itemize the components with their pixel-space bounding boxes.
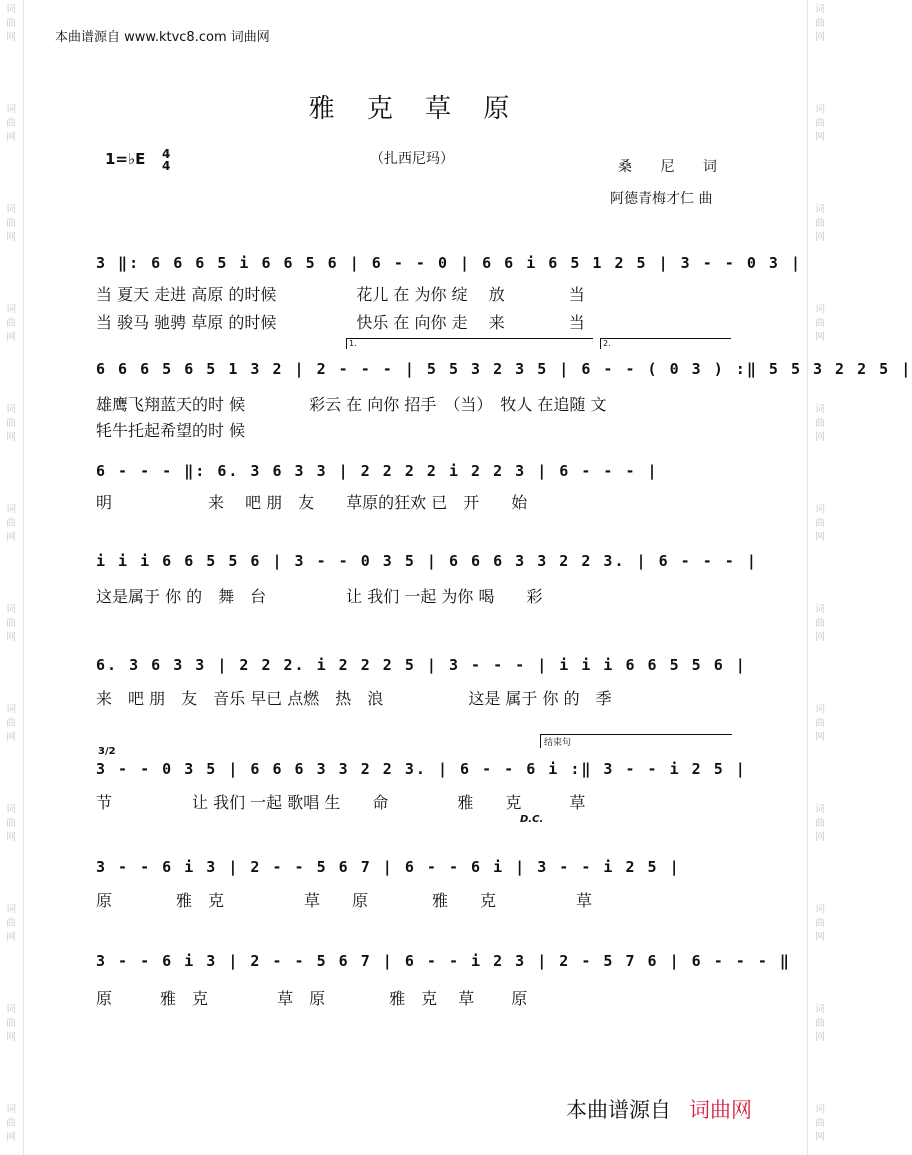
watermark-glyph: 曲 [6, 518, 16, 529]
watermark-glyph: 网 [6, 832, 16, 843]
watermark-glyph: 网 [6, 632, 16, 643]
watermark-glyph: 词 [815, 304, 825, 315]
watermark-glyph: 曲 [815, 218, 825, 229]
singer-subtitle: （扎西尼玛） [370, 151, 454, 167]
watermark-glyph: 词 [815, 904, 825, 915]
watermark-glyph: 网 [815, 932, 825, 943]
volta-bracket-2: 2. [600, 338, 731, 349]
watermark-glyph: 词 [6, 604, 16, 615]
lyric-line: 雄鹰飞翔蓝天的时 候 彩云 在 向你 招手 （当） 牧人 在追随 文 [96, 395, 607, 414]
watermark-glyph: 曲 [6, 718, 16, 729]
watermark-glyph: 曲 [815, 718, 825, 729]
watermark-glyph: 曲 [815, 418, 825, 429]
watermark-glyph: 网 [6, 1032, 16, 1043]
watermark-glyph: 词 [6, 104, 16, 115]
lyric-line: 当 夏天 走进 高原 的时候 花儿 在 为你 绽 放 当 [96, 285, 585, 304]
watermark-glyph: 网 [6, 332, 16, 343]
notation-line: i i i 6 6 5 5 6 | 3 - - 0 3 5 | 6 6 6 3 3 2 2 3. | 6 - - - | [96, 552, 758, 570]
time-signature-bottom: 4 [162, 159, 171, 173]
lyric-line: 这是属于 你 的 舞 台 让 我们 一起 为你 喝 彩 [96, 587, 543, 606]
footer-prefix: 本曲谱源自 [566, 1098, 671, 1122]
watermark-glyph: 词 [815, 1004, 825, 1015]
watermark-glyph: 网 [6, 1132, 16, 1143]
watermark-glyph: 词 [6, 4, 16, 15]
watermark-glyph: 曲 [815, 318, 825, 329]
watermark-glyph: 曲 [6, 18, 16, 29]
watermark-glyph: 词 [815, 504, 825, 515]
watermark-glyph: 曲 [815, 518, 825, 529]
watermark-glyph: 网 [6, 32, 16, 43]
meter-change: 3/2 [98, 746, 116, 757]
left-border-line [23, 0, 24, 1155]
lyric-line: 牦牛托起希望的时 候 [96, 421, 246, 440]
lyricist-credit: 桑 尼 词 [618, 159, 729, 175]
notation-line: 3 ‖: 6 6 6 5 i 6 6 5 6 | 6 - - 0 | 6 6 i 6 5 1 2 5 | 3 - - 0 3 | [96, 254, 802, 272]
notation-line: 3 - - 6 i 3 | 2 - - 5 6 7 | 6 - - 6 i | 3 - - i 2 5 | [96, 858, 681, 876]
lyric-line: 原 雅 克 草 原 雅 克 草 [96, 891, 593, 910]
watermark-glyph: 词 [6, 704, 16, 715]
watermark-glyph: 曲 [815, 818, 825, 829]
song-title: 雅 克 草 原 [308, 94, 522, 124]
watermark-glyph: 词 [6, 804, 16, 815]
watermark-glyph: 词 [815, 704, 825, 715]
watermark-glyph: 词 [6, 304, 16, 315]
watermark-glyph: 词 [6, 1104, 16, 1115]
watermark-glyph: 曲 [815, 918, 825, 929]
lyric-line: 来 吧 朋 友 音乐 早已 点燃 热 浪 这是 属于 你 的 季 [96, 689, 612, 708]
watermark-glyph: 曲 [6, 1018, 16, 1029]
watermark-glyph: 词 [815, 404, 825, 415]
right-watermark-strip [811, 0, 829, 1155]
watermark-glyph: 曲 [6, 418, 16, 429]
watermark-glyph: 网 [6, 132, 16, 143]
notation-line: 3 - - 6 i 3 | 2 - - 5 6 7 | 6 - - i 2 3 | 2 - 5 7 6 | 6 - - - ‖ [96, 952, 791, 970]
footer-brand: 词曲网 [689, 1098, 752, 1122]
watermark-glyph: 网 [815, 332, 825, 343]
watermark-glyph: 曲 [6, 918, 16, 929]
watermark-glyph: 词 [6, 1004, 16, 1015]
watermark-glyph: 曲 [815, 618, 825, 629]
watermark-glyph: 词 [815, 104, 825, 115]
time-signature-top: 4 [162, 147, 171, 161]
watermark-glyph: 曲 [6, 1118, 16, 1129]
watermark-glyph: 词 [6, 904, 16, 915]
watermark-glyph: 词 [815, 604, 825, 615]
time-signature [162, 148, 170, 172]
watermark-glyph: 曲 [815, 1118, 825, 1129]
ending-phrase-label: 结束句 [540, 734, 732, 748]
watermark-glyph: 网 [815, 832, 825, 843]
watermark-glyph: 曲 [6, 818, 16, 829]
watermark-glyph: 网 [815, 132, 825, 143]
key-signature: 1=♭E [105, 150, 146, 168]
watermark-glyph: 网 [6, 932, 16, 943]
composer-credit: 阿德青梅才仁 曲 [610, 191, 713, 207]
lyric-line: 当 骏马 驰骋 草原 的时候 快乐 在 向你 走 来 当 [96, 313, 585, 332]
right-border-line [807, 0, 808, 1155]
watermark-glyph: 网 [815, 632, 825, 643]
watermark-glyph: 曲 [6, 618, 16, 629]
watermark-glyph: 词 [815, 204, 825, 215]
watermark-glyph: 词 [6, 404, 16, 415]
watermark-glyph: 网 [815, 1032, 825, 1043]
notation-line: 6 6 6 5 6 5 1 3 2 | 2 - - - | 5 5 3 2 3 5 | 6 - - ( 0 3 ) :‖ 5 5 3 2 2 5 | [96, 360, 912, 378]
watermark-glyph: 曲 [6, 318, 16, 329]
footer-source [566, 1094, 752, 1124]
watermark-glyph: 词 [815, 804, 825, 815]
watermark-glyph: 曲 [815, 118, 825, 129]
watermark-glyph: 词 [815, 1104, 825, 1115]
watermark-glyph: 曲 [815, 18, 825, 29]
notation-line: 3 - - 0 3 5 | 6 6 6 3 3 2 2 3. | 6 - - 6 i :‖ 3 - - i 2 5 | [96, 760, 747, 778]
watermark-glyph: 网 [815, 432, 825, 443]
volta-bracket-1: 1. [346, 338, 593, 349]
watermark-glyph: 网 [6, 732, 16, 743]
source-note: 本曲谱源自 www.ktvc8.com 词曲网 [55, 30, 270, 45]
watermark-glyph: 曲 [815, 1018, 825, 1029]
watermark-glyph: 网 [6, 532, 16, 543]
lyric-line: 原 雅 克 草 原 雅 克 草 原 [96, 989, 528, 1008]
watermark-glyph: 网 [815, 1132, 825, 1143]
left-watermark-strip [2, 0, 20, 1155]
lyric-line: 明 来 吧 朋 友 草原的狂欢 已 开 始 [96, 493, 528, 512]
watermark-glyph: 网 [815, 232, 825, 243]
dc-marking: D.C. [520, 814, 544, 825]
watermark-glyph: 网 [6, 432, 16, 443]
watermark-glyph: 网 [815, 32, 825, 43]
watermark-glyph: 词 [815, 4, 825, 15]
watermark-glyph: 曲 [6, 218, 16, 229]
watermark-glyph: 网 [815, 732, 825, 743]
watermark-glyph: 网 [6, 232, 16, 243]
lyric-line: 节 让 我们 一起 歌唱 生 命 雅 克 草 [96, 793, 586, 812]
watermark-glyph: 词 [6, 204, 16, 215]
notation-line: 6 - - - ‖: 6. 3 6 3 3 | 2 2 2 2 i 2 2 3 | 6 - - - | [96, 462, 659, 480]
watermark-glyph: 曲 [6, 118, 16, 129]
notation-line: 6. 3 6 3 3 | 2 2 2. i 2 2 2 5 | 3 - - - | i i i 6 6 5 5 6 | [96, 656, 747, 674]
watermark-glyph: 网 [815, 532, 825, 543]
watermark-glyph: 词 [6, 504, 16, 515]
